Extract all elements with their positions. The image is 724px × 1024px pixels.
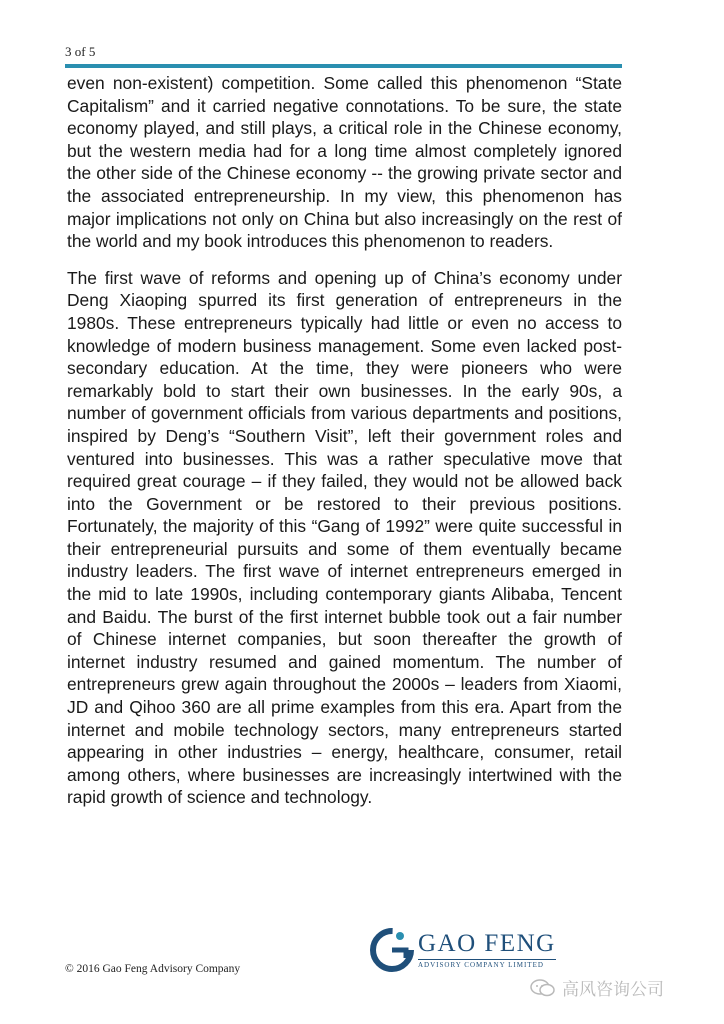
logo-subtitle: ADVISORY COMPANY LIMITED: [418, 959, 556, 969]
wechat-icon: [530, 978, 556, 998]
paragraph: The first wave of reforms and opening up of China’s economy under Deng Xiaoping spurred its first generation of entrepreneurs in the 1980s. These entrepreneurs typically had little or even no access to knowledge of modern business management. Some even lacked post-secondary education. At the time, they were pioneers who were remarkably bold to start their own businesses. In the early 90s, a number of government officials from various departments and positions, inspired by Deng’s “Southern Visit”, left their government roles and ventured into businesses. This was a rather speculative move that required great courage – if they failed, they would not be allowed back into the Government or be restored to their previous positions. Fortunately, the majority of this “Gang of 1992” were quite successful in their entrepreneurial pursuits and some of them eventually became industry leaders. The first wave of internet entrepreneurs emerged in the mid to late 1990s, including contemporary giants Alibaba, Tencent and Baidu. The burst of the first internet bubble took out a fair number of Chinese internet companies, but soon thereafter the growth of internet industry resumed and gained momentum. The number of entrepreneurs grew again throughout the 2000s – leaders from Xiaomi, JD and Qihoo 360 are all prime examples from this era. Apart from the internet and mobile technology sectors, many entrepreneurs started appearing in other industries – energy, healthcare, consumer, retail among others, where businesses are increasingly intertwined with the rapid growth of science and technology.: [67, 267, 622, 808]
logo-name: GAO FENG: [418, 930, 556, 957]
header-rule: [65, 64, 622, 68]
gao-feng-logo-mark-icon: [370, 928, 414, 972]
company-logo: [370, 928, 556, 972]
page-number: 3 of 5: [65, 44, 96, 59]
document-body: [67, 72, 622, 823]
copyright-notice: © 2016 Gao Feng Advisory Company: [65, 963, 241, 975]
watermark: [530, 975, 664, 1000]
watermark-text: 高风咨询公司: [562, 980, 664, 1000]
paragraph: even non-existent) competition. Some called this phenomenon “State Capitalism” and it carried negative connotations. To be sure, the state economy played, and still plays, a critical role in the Chinese economy, but the western media had for a long time almost completely ignored the other side of the Chinese economy -- the growing private sector and the associated entrepreneurship. In my view, this phenomenon has major implications not only on China but also increasingly on the rest of the world and my book introduces this phenomenon to readers.: [67, 73, 622, 252]
